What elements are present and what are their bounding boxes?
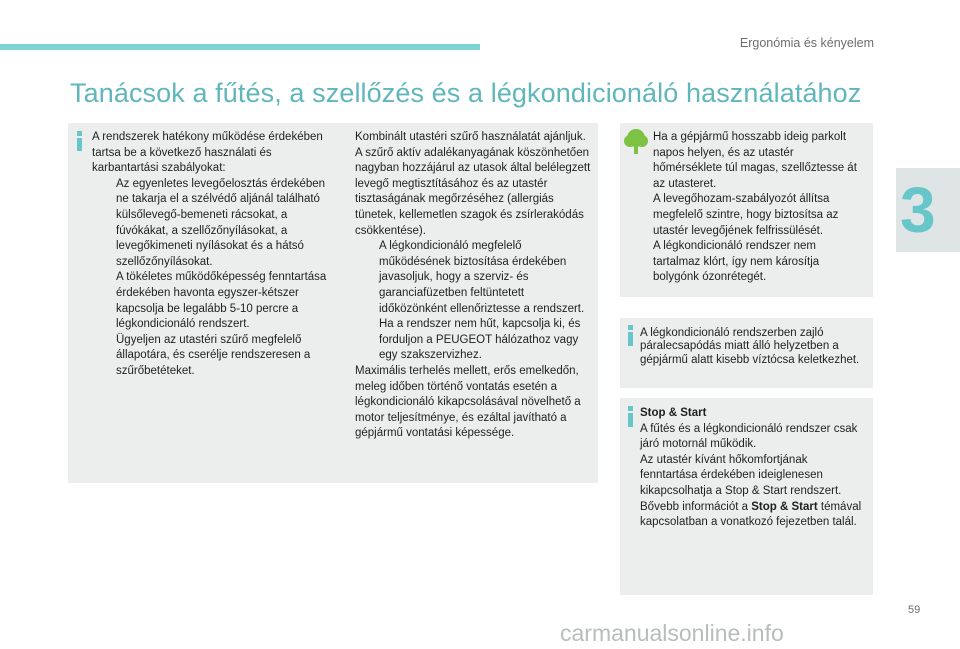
left-column-2	[355, 130, 593, 442]
section-name: Ergonómia és kényelem	[739, 36, 874, 50]
list-item: Ha a rendszer nem hűt, kapcsolja ki, és forduljon a PEUGEOT hálózathoz vagy egy szakszervizhez.	[379, 318, 581, 362]
condensation-note-text: A légkondicionáló rendszerben zajló páralecsapódás miatt álló helyzetben a gépjármű alatt kisebb víztócsa keletkezhet.	[640, 327, 860, 366]
closing-text: Maximális terhelés mellett, erős emelkedőn, meleg időben történő vontatás esetén a légkondicionáló kikapcsolásával növelhető a motor teljesítménye, és ezáltal javítható a gépjármű vontatási képessége.	[355, 364, 581, 440]
chapter-number: 3	[900, 174, 936, 246]
list-item: Ügyeljen az utastéri szűrő megfelelő állapotára, és cserélje rendszeresen a szűrőbetéteket.	[116, 333, 311, 377]
tree-icon	[624, 128, 648, 156]
info-icon	[77, 131, 83, 151]
watermark: carmanualsonline.info	[560, 620, 784, 646]
header-accent-bar	[0, 44, 480, 50]
page-title: Tanácsok a fűtés, a szellőzés és a légkondicionáló használatához	[70, 78, 862, 108]
intro-text: A rendszerek hatékony működése érdekében tartsa be a következő használati és karbantartási szabályokat:	[92, 131, 323, 175]
list-item: A tökéletes működőképesség fenntartása érdekében havonta egyszer-kétszer kapcsolja be legalább 5-10 percre a légkondicionáló rendszert.	[116, 271, 327, 331]
filter-text: Kombinált utastéri szűrő használatát ajánljuk. A szűrő aktív adalékanyagának köszönhetően nagyban hozzájárul az utasok által belélegzett levegő megtisztításához és az utastér tisztaságának megőrzéséhez (allergiás tünetek, kellemetlen szagok és zsírlerakódás csökkentése).	[355, 131, 591, 237]
stop-start-heading: Stop & Start	[640, 407, 707, 419]
eco-note-text: Ha a gépjármű hosszabb ideig parkolt napos helyen, és az utastér hőmérséklete túl magas, szellőztesse át az utasteret. A levegőhozam-szabályozót állítsa megfelelő szintre, hogy biztosítsa az utastér levegőjének felfrissülését. A légkondicionáló rendszer nem tartalmaz klórt, így nem károsítja bolygónk ózonrétegét.	[653, 131, 857, 284]
list-item: Az egyenletes levegőelosztás érdekében ne takarja el a szélvédő aljánál található külsőlevegő-bemeneti rácsokat, a fúvókákat, a szellőzőnyílásokat, a levegőkimeneti nyílásokat és a hátsó szellőzőnyílásokat.	[116, 177, 326, 268]
page-number: 59	[908, 604, 921, 616]
info-icon	[628, 406, 634, 427]
stop-start-note-text: Stop & Start A fűtés és a légkondicionáló rendszer csak járó motornál működik. Az utastér kívánt hőkomfortjának fenntartása érdekében ideiglenesen kikapcsolhatja a Stop & Start rendszert. Bővebb információt a Stop & Start témával kapcsolatban a vonatkozó fejezetben talál.	[640, 406, 868, 531]
info-icon	[628, 325, 634, 346]
list-item: A légkondicionáló megfelelő működésének biztosítása érdekében javasoljuk, hogy a szerviz- és garanciafüzetben feltüntetett időközönként ellenőriztesse a rendszert.	[379, 240, 585, 315]
left-column-1	[92, 130, 340, 380]
